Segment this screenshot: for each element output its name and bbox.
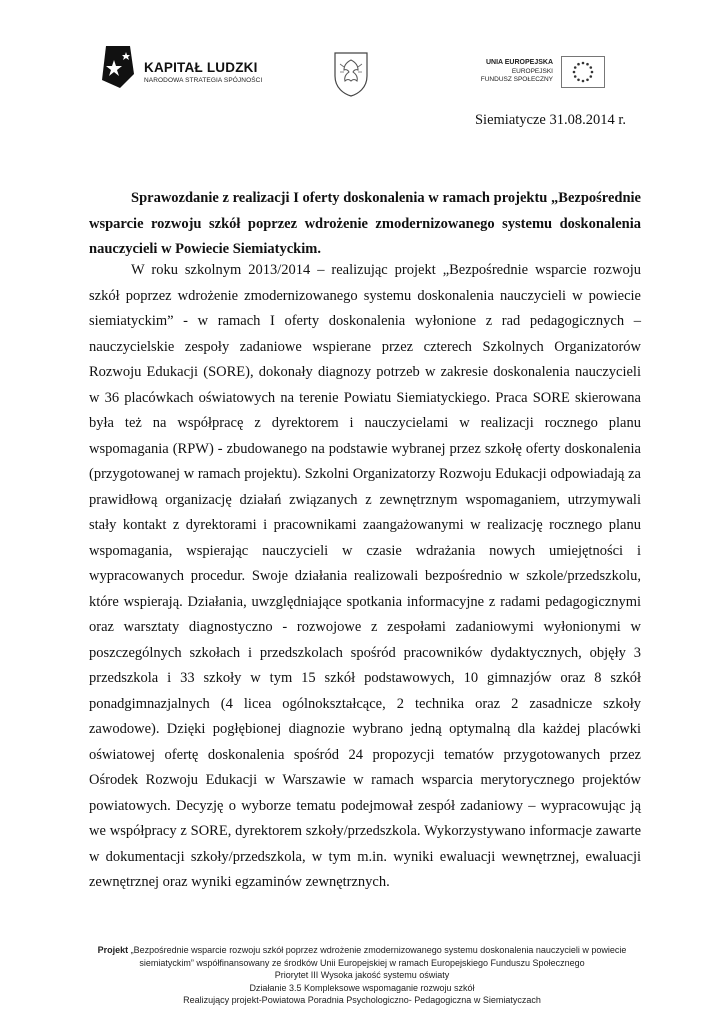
document-date: Siemiatycze 31.08.2014 r. <box>474 112 626 128</box>
footer-line3: Działanie 3.5 Kompleksowe wspomaganie rozwoju szkół <box>249 982 475 993</box>
document-title-text: Sprawozdanie z realizacji I oferty doskonalenia w ramach projektu „Bezpośrednie wsparcie rozwoju szkół poprzez wdrożenie zmodernizowanego systemu doskonalenia nauczycieli w Powiecie Siemiatyckim. <box>89 190 641 257</box>
eu-line1: UNIA EUROPEJSKA <box>485 59 553 66</box>
eu-text <box>481 59 553 85</box>
kapital-ludzki-title: KAPITAŁ LUDZKI <box>144 60 258 75</box>
kapital-ludzki-logo <box>100 44 270 94</box>
footer-line4: Realizujący projekt-Powiatowa Poradnia Psychologiczno- Pedagogiczna w Siemiatyczach <box>183 995 541 1005</box>
kapital-ludzki-subtitle: NARODOWA STRATEGIA SPÓJNOŚCI <box>144 77 263 84</box>
footer-lead: Projekt <box>97 945 129 955</box>
eu-line2: EUROPEJSKI <box>511 67 553 75</box>
coat-of-arms-icon <box>332 50 370 98</box>
eu-line3: FUNDUSZ SPOŁECZNY <box>480 76 553 83</box>
footer-line2: Priorytet III Wysoka jakość systemu oświaty <box>274 970 450 980</box>
page-header <box>0 0 724 110</box>
footer-line1: „Bezpośrednie wsparcie rozwoju szkół poprzez wdrożenie zmodernizowanego systemu doskonalenia nauczycieli w powiecie siemiatyckim” współfinansowany ze środków Unii Europejskiej w ramach Europejskiego Funduszu Społecznego <box>130 945 627 968</box>
page-footer <box>80 944 644 1007</box>
document-body <box>89 258 641 896</box>
eu-flag-icon <box>561 56 605 88</box>
eu-logo <box>455 56 605 94</box>
body-paragraph: W roku szkolnym 2013/2014 – realizując projekt „Bezpośrednie wsparcie rozwoju szkół poprzez wdrożenie zmodernizowanego systemu doskonalenia nauczycieli w powiecie siemiatyckim” - w ramach I oferty doskonalenia wyłonione z rad pedagogicznych – nauczycielskie zespoły zadaniowe wspierane przez czterech Szkolnych Organizatorów Rozwoju Edukacji (SORE), dokonały diagnozy potrzeb w zakresie doskonalenia nauczycieli w 36 placówkach oświatowych na terenie Powiatu Siemiatyckiego. Praca SORE skierowana była też na współpracę z dyrektorem i nauczycielami w realizacji rocznego planu wspomagania (RPW) - zbudowanego na podstawie wybranej przez szkołę oferty doskonalenia (przygotowanej w ramach projektu). Szkolni Organizatorzy Rozwoju Edukacji odpowiadają za prawidłową organizację działań związanych z zewnętrznym wspomaganiem, utrzymywali stały kontakt z dyrektorami i pracownikami zaangażowanymi w realizację rocznego planu wspomagania, wspierając nauczycieli w czasie wdrażania nowych umiejętności i wypracowanych procedur. Swoje działania realizowali bezpośrednio w szkole/przedszkolu, które wspierają. Działania, uwzględniające spotkania informacyjne z radami pedagogicznymi oraz warsztaty diagnostyczno - rozwojowe z zespołami zadaniowymi wyłonionymi w poszczególnych szkołach i przedszkolach spośród pracowników dydaktycznych, objęły 3 przedszkola i 33 szkoły w tym 15 szkół podstawowych, 10 gimnazjów oraz 8 szkół ponadgimnazjalnych (4 licea ogólnokształcące, 2 technika oraz 2 zasadnicze szkoły zawodowe). Dzięki pogłębionej diagnozie wybrano jedną optymalną dla każdej placówki oświatowej ofertę doskonalenia spośród 24 propozycji tematów przygotowanych przez Ośrodek Rozwoju Edukacji w Warszawie w ramach wsparcia merytorycznego projektów powiatowych. Decyzję o wyborze tematu podejmował zespół zadaniowy – wypracowując ją we współpracy z SORE, dyrektorem szkoły/przedszkola. Wykorzystywano informacje zawarte w dokumentacji szkoły/przedszkola, w tym m.in. wyniki ewaluacji wewnętrznej, ewaluacji zewnętrznej oraz wyniki egzaminów zewnętrznych. <box>89 262 641 890</box>
kapital-ludzki-star-icon <box>100 44 136 90</box>
document-title <box>89 186 641 263</box>
